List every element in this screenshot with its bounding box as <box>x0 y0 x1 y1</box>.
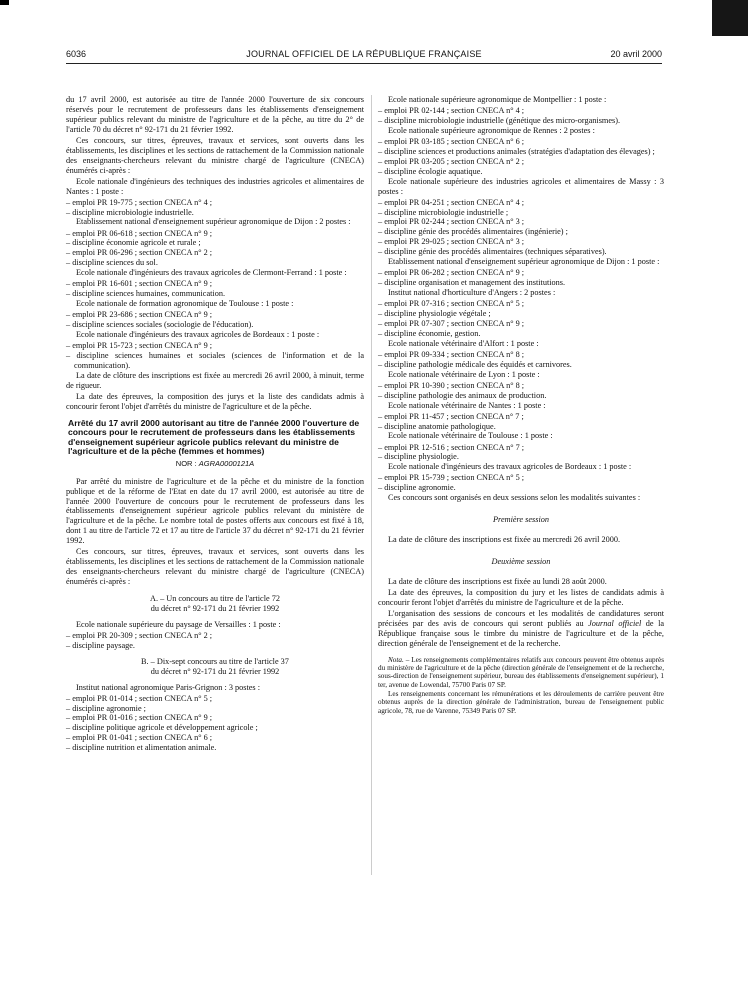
list-item: – emploi PR 03-205 ; section CNECA n° 2 ; <box>378 156 525 166</box>
header-rule <box>66 63 662 64</box>
list-item: – emploi PR 01-016 ; section CNECA n° 9 ; <box>66 713 213 723</box>
nor-label: NOR : <box>175 458 197 468</box>
list-item: – emploi PR 20-309 ; section CNECA n° 2 ; <box>66 630 213 640</box>
paragraph: Ces concours sont organisés en deux sessions selon les modalités suivantes : <box>388 493 641 503</box>
list-item: – emploi PR 02-144 ; section CNECA n° 4 ; <box>378 106 525 116</box>
list-item: – discipline génie des procédés alimentaires (techniques séparatives). <box>378 247 607 257</box>
list-item: – emploi PR 06-296 ; section CNECA n° 2 ; <box>66 248 213 258</box>
paragraph: La date des épreuves, la composition des jurys et la liste des candidats admis à concourir feront l'objet d'arrêtés du ministre de l'agriculture et de la pêche. <box>66 391 364 411</box>
school-heading: Ecole nationale de formation agronomique de Toulouse : 1 poste : <box>76 299 294 309</box>
list-item: – discipline organisation et management des institutions. <box>378 278 566 288</box>
list-item: – emploi PR 12-516 ; section CNECA n° 7 ; <box>378 442 525 452</box>
list-item: – discipline économie, gestion. <box>378 328 481 338</box>
list-item: – discipline écologie aquatique. <box>378 166 483 176</box>
list-item: – discipline sciences humaines et sociales (sciences de l'information et de la communication). <box>66 350 364 370</box>
list-item: – emploi PR 10-390 ; section CNECA n° 8 ; <box>378 380 525 390</box>
school-heading: Ecole nationale d'ingénieurs des techniques des industries agricoles et alimentaires de Nantes : 1 poste : <box>66 176 364 196</box>
nor-reference <box>66 459 364 469</box>
list-item: – discipline pathologie des animaux de production. <box>378 390 547 400</box>
list-item: – emploi PR 04-251 ; section CNECA n° 4 ; <box>378 197 525 207</box>
school-heading: Etablissement national d'enseignement supérieur agronomique de Dijon : 1 poste : <box>388 257 660 267</box>
school-heading: Ecole nationale supérieure des industries agricoles et alimentaires de Massy : 3 postes : <box>378 176 664 196</box>
page-number: 6036 <box>66 49 87 59</box>
list-item: – emploi PR 01-041 ; section CNECA n° 6 ; <box>66 733 213 743</box>
school-heading: Ecole nationale d'ingénieurs des travaux agricoles de Clermont-Ferrand : 1 poste : <box>76 268 347 278</box>
list-item: – emploi PR 23-686 ; section CNECA n° 9 ; <box>66 310 213 320</box>
left-column <box>66 95 364 753</box>
list-item: – discipline politique agricole et développement agricole ; <box>66 723 258 733</box>
right-column <box>378 95 664 716</box>
school-heading: Ecole nationale d'ingénieurs des travaux agricoles de Bordeaux : 1 poste : <box>388 462 632 472</box>
list-item: – emploi PR 06-618 ; section CNECA n° 9 ; <box>66 228 213 238</box>
list-item: – emploi PR 02-244 ; section CNECA n° 3 ; <box>378 217 525 227</box>
school-heading: Etablissement national d'enseignement supérieur agronomique de Dijon : 2 postes : <box>76 217 351 227</box>
list-item: – discipline agronomie ; <box>66 703 146 713</box>
list-item: – emploi PR 07-316 ; section CNECA n° 5 ; <box>378 299 525 309</box>
paragraph: Ces concours, sur titres, épreuves, travaux et services, sont ouverts dans les établissements, les disciplines et les sections de rattachement de la Commission nationale des enseignants-chercheurs relevant du ministre chargé de l'agriculture (CNECA) énumérés ci-après : <box>66 547 364 586</box>
list-item: – discipline économie agricole et rurale ; <box>66 238 201 248</box>
list-item: – discipline microbiologie industrielle. <box>66 207 194 217</box>
school-heading: Ecole nationale vétérinaire de Toulouse : 1 poste : <box>388 431 553 441</box>
paragraph: Par arrêté du ministre de l'agriculture et de la pêche et du ministre de la fonction publique et de la réforme de l'Etat en date du 17 avril 2000, est autorisée au titre de l'année 2000 l'ouverture de concours pour le recrutement de professeurs dans les établissements d'enseignement supérieur agricole publics relevant du ministère de l'agriculture et de la pêche. Le nombre total de postes offerts aux concours est fixé à 18, dont 1 au titre de l'article 72 et 17 au titre de l'article 37 du décret n° 92-171 du 21 février 1992. <box>66 476 364 546</box>
list-item: – discipline sciences sociales (sociologie de l'éducation). <box>66 320 254 330</box>
list-item: – discipline microbiologie industrielle ; <box>378 207 509 217</box>
list-item: – discipline microbiologie industrielle (génétique des micro-organismes). <box>378 116 621 125</box>
list-item: – discipline pathologie médicale des équidés et carnivores. <box>378 359 572 369</box>
list-item: – discipline paysage. <box>66 640 135 650</box>
list-item: – emploi PR 19-775 ; section CNECA n° 4 ; <box>66 197 213 207</box>
closing-date-paragraph: La date de clôture des inscriptions est fixée au mercredi 26 avril 2000, à minuit, terme de rigueur. <box>66 370 364 390</box>
paragraph: La date des épreuves, la composition du jury et les listes de candidats admis à concourir feront l'objet d'arrêtés du ministre de l'agriculture et de la pêche. <box>378 587 664 607</box>
journal-name: Journal officiel <box>588 618 642 628</box>
list-item: – emploi PR 03-185 ; section CNECA n° 6 ; <box>378 137 525 146</box>
list-item: – emploi PR 01-014 ; section CNECA n° 5 ; <box>66 693 213 703</box>
section-heading: du décret n° 92-171 du 21 février 1992 <box>150 666 280 676</box>
list-item: – emploi PR 09-334 ; section CNECA n° 8 ; <box>378 349 525 359</box>
intro-paragraph: du 17 avril 2000, est autorisée au titre de l'année 2000 l'ouverture de six concours réservés pour le recrutement de professeurs dans les établissements d'enseignement supérieur publics relevant du ministre de l'agriculture et de la pêche, au titre du 2° de l'article 70 du décret n° 92-171 du 21 février 1992. <box>66 95 364 134</box>
school-heading: Institut national agronomique Paris-Grignon : 3 postes : <box>76 682 260 692</box>
school-heading: Ecole nationale supérieure agronomique de Montpellier : 1 poste : <box>388 95 607 104</box>
school-heading: Ecole nationale supérieure du paysage de Versailles : 1 poste : <box>76 619 281 629</box>
school-heading: Ecole nationale vétérinaire d'Alfort : 1 poste : <box>388 338 539 348</box>
school-heading: Institut national d'horticulture d'Angers : 2 postes : <box>388 287 556 297</box>
list-item: – discipline physiologie. <box>378 452 459 462</box>
list-item: – discipline nutrition et alimentation animale. <box>66 743 217 753</box>
session-heading: Deuxième session <box>491 556 551 566</box>
list-item: – emploi PR 11-457 ; section CNECA n° 7 ; <box>378 411 524 421</box>
paragraph: Les renseignements concernant les rémunérations et les déroulements de carrière peuvent être obtenus auprès de la direction générale de l'administration, bureau de l'enseignement public agricole, 78, rue de Varenne, 75349 Paris 07 SP. <box>378 690 664 715</box>
journal-title: JOURNAL OFFICIEL DE LA RÉPUBLIQUE FRANÇAISE <box>246 49 482 59</box>
issue-date: 20 avril 2000 <box>610 49 662 59</box>
text-run: L'organisation des sessions de concours et les modalités de candidatures seront précisées par des avis de concours qui seront publiés au <box>378 608 664 628</box>
list-item: – discipline anatomie pathologique. <box>378 421 496 431</box>
list-item: – emploi PR 16-601 ; section CNECA n° 9 ; <box>66 279 213 289</box>
list-item: – emploi PR 29-025 ; section CNECA n° 3 ; <box>378 237 525 247</box>
list-item: – emploi PR 07-307 ; section CNECA n° 9 ; <box>378 318 525 328</box>
nota-paragraph <box>378 656 664 689</box>
page-header <box>66 49 662 63</box>
session-heading: Première session <box>493 515 549 525</box>
paragraph: Ces concours, sur titres, épreuves, travaux et services, sont ouverts dans les établissements, les disciplines et les sections de rattachement de la Commission nationale des enseignants-chercheurs relevant du ministre chargé de l'agriculture (CNECA) énumérés ci-après : <box>66 135 364 175</box>
section-heading: du décret n° 92-171 du 21 février 1992 <box>150 603 280 613</box>
decree-title: Arrêté du 17 avril 2000 autorisant au titre de l'année 2000 l'ouverture de concours pour le recrutement de professeurs dans les établissements d'enseignement supérieur agricole publics relevant du ministre de l'agriculture et de la pêche (femmes et hommes) <box>68 417 360 457</box>
nor-code: AGRA0000121A <box>198 458 255 468</box>
nota-label: Nota. <box>388 655 404 664</box>
school-heading: Ecole nationale d'ingénieurs des travaux agricoles de Bordeaux : 1 poste : <box>76 329 320 339</box>
paragraph: La date de clôture des inscriptions est fixée au mercredi 26 avril 2000. <box>388 535 621 545</box>
list-item: – emploi PR 15-739 ; section CNECA n° 5 ; <box>378 473 525 483</box>
corner-mark <box>0 0 9 5</box>
list-item: – discipline physiologie végétale ; <box>378 308 491 318</box>
section-heading: A. – Un concours au titre de l'article 72 <box>149 594 280 604</box>
school-heading: Ecole nationale supérieure agronomique de Rennes : 2 postes : <box>388 125 595 135</box>
school-heading: Ecole nationale vétérinaire de Lyon : 1 poste : <box>388 369 540 379</box>
list-item: – discipline agronomie. <box>378 483 456 493</box>
list-item: – emploi PR 06-282 ; section CNECA n° 9 ; <box>378 268 525 278</box>
list-item: – discipline sciences et productions animales (stratégies d'adaptation des élevages) ; <box>378 146 655 156</box>
school-heading: Ecole nationale vétérinaire de Nantes : 1 poste : <box>388 400 546 410</box>
text-run: de la République française sous le timbre du ministre de l'agriculture et de la pêche, direction générale de l'enseignement et de la recherche. <box>378 618 665 648</box>
column-divider <box>371 95 372 875</box>
text-run: – Les renseignements complémentaires relatifs aux concours peuvent être obtenus auprès du ministère de l'agriculture et de la pêche (direction générale de l'enseignement et de la recherche, sous-direction de l'enseignement supérieur, bureau des établissements d'enseignement supérieur), 1 ter, avenue de Lowendal, 75700 Paris 07 SP. <box>378 655 665 689</box>
paragraph: La date de clôture des inscriptions est fixée au lundi 28 août 2000. <box>388 576 607 586</box>
list-item: – emploi PR 15-723 ; section CNECA n° 9 ; <box>66 341 213 351</box>
page-tab-marker <box>712 0 748 36</box>
list-item: – discipline sciences humaines, communication. <box>66 289 226 299</box>
section-heading: B. – Dix-sept concours au titre de l'article 37 <box>141 656 289 666</box>
paragraph <box>378 609 664 649</box>
list-item: – discipline sciences du sol. <box>66 258 158 268</box>
list-item: – discipline génie des procédés alimentaires (ingénierie) ; <box>378 227 568 237</box>
